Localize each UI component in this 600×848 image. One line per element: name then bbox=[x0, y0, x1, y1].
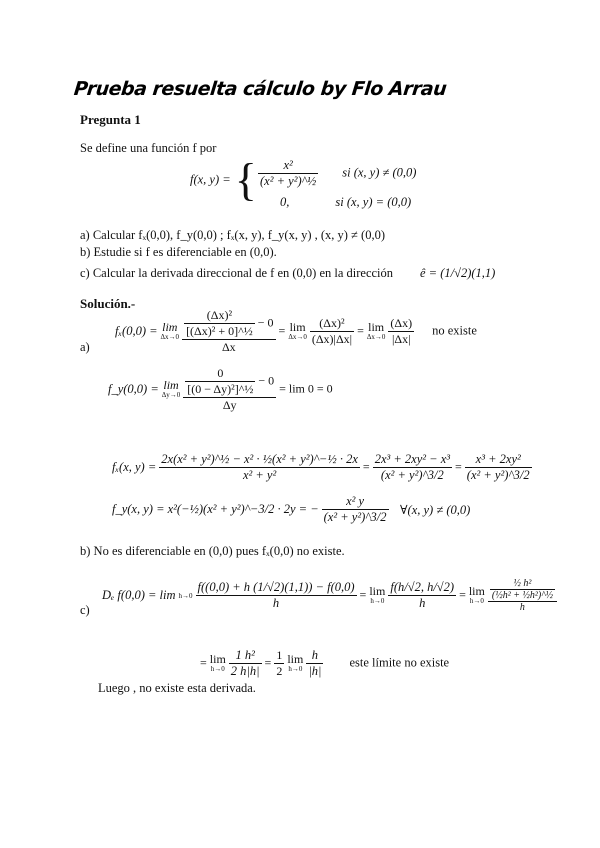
intro-text: Se define una función f por bbox=[80, 141, 217, 155]
document-title: Prueba resuelta cálculo by Flo Arrau bbox=[72, 78, 448, 100]
solution-a-label: a) bbox=[80, 340, 90, 354]
directional-eq2-num: ½ h² bbox=[490, 578, 555, 590]
directional-num: f((0,0) + h (1/√2)(1,1)) − f(0,0) bbox=[197, 580, 355, 594]
fx-general-eq1-num: 2x³ + 2xy² − x³ bbox=[374, 452, 450, 466]
case1-numerator: x² bbox=[258, 158, 318, 174]
limit-note: este límite no existe bbox=[349, 655, 450, 670]
lim-c-4-sub: h→0 bbox=[210, 664, 225, 673]
lim-c-3-sub: h→0 bbox=[469, 596, 484, 605]
lim-fx-3: lim bbox=[368, 319, 385, 334]
piecewise-brace: { bbox=[234, 154, 257, 205]
definition-case1 bbox=[258, 158, 416, 189]
definition-case2 bbox=[280, 195, 411, 210]
fy-general-lhs: f_y(x, y) = x²(−½)(x² + y²)^−3/2 · 2y = − bbox=[112, 502, 319, 516]
fx-inner-den: [(Δx)² + 0]^½ bbox=[186, 324, 253, 338]
lim-c-2: lim bbox=[369, 583, 386, 598]
fx-general-eq1-den: (x² + y²)^3/2 bbox=[380, 468, 444, 482]
fx-origin-result: no existe bbox=[432, 323, 477, 338]
lim-c-5: lim bbox=[287, 651, 304, 666]
definition-lhs: f(x, y) = bbox=[190, 172, 231, 187]
line2-a-num: 1 h² bbox=[229, 648, 262, 664]
fy-origin-equation bbox=[108, 366, 333, 413]
fx-general-lhs: fₓ(x, y) = bbox=[112, 460, 157, 474]
directional-eq2-den: h bbox=[519, 602, 525, 613]
directional-eq1-num: f(h/√2, h/√2) bbox=[390, 580, 455, 594]
line2-one: 1 bbox=[276, 648, 283, 662]
lim-fx-3-sub: Δx→0 bbox=[366, 332, 386, 341]
fx-origin-equation: fₓ(0,0) = lim Δx→0 $\frac{\text{(Δx)²}}{\text{[(Δx)² + 0]\textasciicircum{}½}}$ − 0 Δx = lim Δx→0 $\frac{\text{(Δx)²}}{(\Delta x)|\Delta x|}$ = lim Δx→0 $\frac{(\Delta x)}{|\Delta x|}$ no existe bbox=[115, 308, 477, 354]
fx-eq2-den: |Δx| bbox=[391, 332, 411, 346]
directional-eq2-mid: (½h² + ½h²)^½ bbox=[491, 590, 553, 601]
directional-lhs: Dₑ f(0,0) = lim bbox=[102, 588, 176, 602]
line2-b-num: h bbox=[306, 648, 323, 664]
question-heading: Pregunta 1 bbox=[80, 112, 141, 127]
line2-two: 2 bbox=[276, 664, 283, 678]
fy-general-condition: ∀(x, y) ≠ (0,0) bbox=[400, 503, 471, 517]
lim-c-sub: h→0 bbox=[178, 591, 193, 600]
lim-c-5-sub: h→0 bbox=[288, 664, 303, 673]
lim-fx-sub: Δx→0 bbox=[160, 332, 180, 341]
fx-eq1-num: (Δx)² bbox=[310, 316, 354, 332]
fx-general-num: 2x(x² + y²)^½ − x² · ½(x² + y²)^−½ · 2x bbox=[161, 452, 358, 466]
fx-inner-num: (Δx)² bbox=[184, 308, 255, 324]
fx-eq1-den: (Δx)|Δx| bbox=[311, 332, 353, 346]
question-a: a) Calcular fₓ(0,0), f_y(0,0) ; fₓ(x, y), f_y(x, y) , (x, y) ≠ (0,0) bbox=[80, 228, 385, 242]
fy-outer-den: Δy bbox=[222, 398, 237, 412]
case2-value: 0, bbox=[280, 195, 290, 209]
case1-condition: si (x, y) ≠ (0,0) bbox=[342, 165, 417, 180]
fy-general-den: (x² + y²)^3/2 bbox=[323, 510, 387, 524]
fy-inner-num: 0 bbox=[185, 366, 255, 382]
solution-c-label: c) bbox=[80, 603, 90, 617]
fx-general-den: x² + y² bbox=[242, 468, 277, 482]
line2-b-den: |h| bbox=[308, 664, 322, 678]
fx-general-eq2-den: (x² + y²)^3/2 bbox=[466, 468, 530, 482]
fy-minus-zero: − 0 bbox=[258, 373, 275, 388]
fx-general-equation: fₓ(x, y) = $\frac{\text{2x(x² + y²)\textasciicircum{}½ − x² · ½(x² + y²)\textasciicircum{}−½ · 2x}}{\text{x² + y²}}$ = $\frac{\text{2x³ + 2xy² − x³}}{\text{(x² + y²)\textasciicircum{}3/2}}$ = $\frac{\text{x³ + 2xy²}}{\text{(x² + y²)\textasciicircum{}3/2}}$ bbox=[112, 452, 530, 482]
direction-vector: ê = (1/√2)(1,1) bbox=[420, 266, 496, 280]
fx-minus-zero: − 0 bbox=[257, 315, 274, 330]
lim-c-4: lim bbox=[209, 651, 226, 666]
fx-origin-lhs: fₓ(0,0) = bbox=[115, 324, 158, 338]
question-b: b) Estudie si f es diferenciable en (0,0). bbox=[80, 245, 277, 259]
fx-eq2-num: (Δx) bbox=[390, 316, 413, 330]
fy-inner-den: [(0 − Δy)²]^½ bbox=[187, 382, 254, 396]
fy-general-num: x² y bbox=[322, 494, 389, 510]
fy-origin-lhs: f_y(0,0) = bbox=[108, 382, 159, 396]
lim-fx-2-sub: Δx→0 bbox=[288, 332, 307, 341]
question-c: c) Calcular la derivada direccional de f en (0,0) en la dirección bbox=[80, 266, 394, 280]
lim-fy: lim bbox=[163, 377, 179, 392]
conclusion-text: Luego , no existe esta derivada. bbox=[98, 681, 256, 695]
fy-origin-result: = lim 0 = 0 bbox=[279, 381, 333, 396]
directional-eq1-den: h bbox=[419, 596, 426, 610]
lim-c-2-sub: h→0 bbox=[370, 596, 385, 605]
case1-denominator: (x² + y²)^½ bbox=[260, 174, 317, 188]
lim-fx: lim bbox=[162, 319, 178, 334]
lim-fy-sub: Δy→0 bbox=[161, 390, 181, 399]
case2-condition: si (x, y) = (0,0) bbox=[335, 195, 412, 209]
directional-second-line: = lim h→0 $\frac{\text{1 h²}}{2 h|h|}$ = $\frac{1}{2}$ lim h→0 $\frac{h}{|h|}$ este límite no existe bbox=[200, 648, 450, 678]
lim-fx-2: lim bbox=[289, 319, 306, 334]
directional-den: h bbox=[272, 596, 280, 610]
fy-general-equation bbox=[112, 494, 389, 525]
lim-c-3: lim bbox=[468, 583, 485, 598]
fx-outer-den: Δx bbox=[221, 340, 236, 354]
directional-derivative-equation: Dₑ f(0,0) = lim h→0 $\frac{f((0,0) + h (1/√2)(1,1)) - f(0,0)}{h}$ = lim h→0 $\frac{f(h/√2, h/√2)}{h}$ = lim h→0 $\frac{\frac{\text{½ h²}}{\text{(½h² + ½h²)\textasciicircum{}½}}}{h}$ bbox=[102, 578, 557, 613]
solution-b: b) No es diferenciable en (0,0) pues fₓ(0,0) no existe. bbox=[80, 544, 345, 558]
function-definition bbox=[190, 154, 257, 205]
solution-label: Solución.- bbox=[80, 296, 136, 311]
line2-a-den: 2 h|h| bbox=[230, 664, 260, 678]
fx-general-eq2-num: x³ + 2xy² bbox=[465, 452, 532, 468]
